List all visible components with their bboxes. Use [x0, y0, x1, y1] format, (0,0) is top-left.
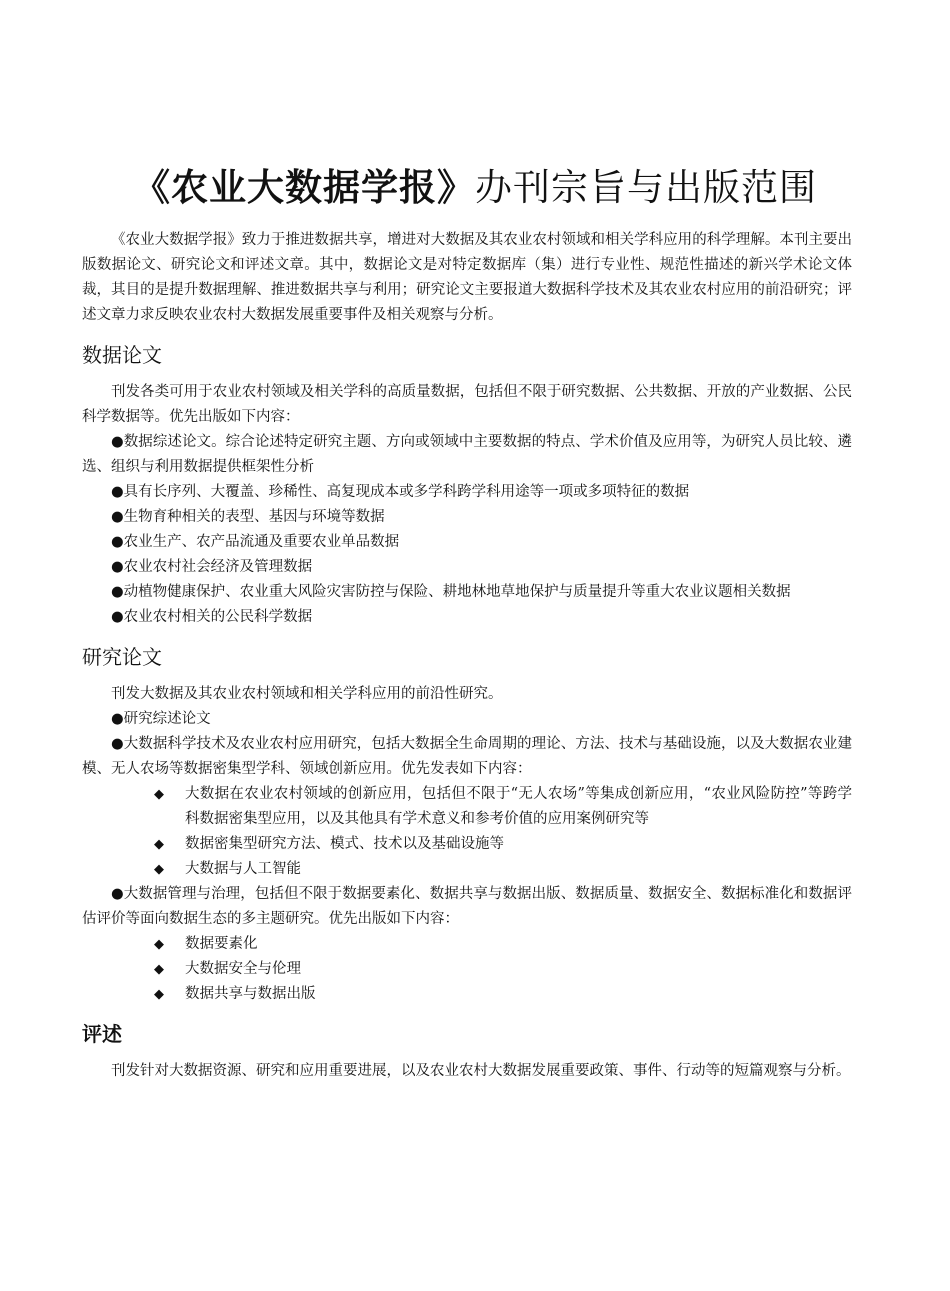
data-papers-bullet: ●农业农村相关的公民科学数据: [111, 609, 313, 625]
title-rest: 办刊宗旨与出版范围: [475, 166, 817, 209]
diamond-bullet-icon: ◆: [154, 862, 164, 877]
sub-list-item-text: 大数据在农业农村领域的创新应用，包括但不限于“无人农场”等集成创新应用，“农业风险防控”等跨学科数据密集型应用，以及其他具有学术意义和参考价值的应用案例研究等: [185, 786, 852, 827]
data-papers-bullet: ●生物育种相关的表型、基因与环境等数据: [111, 509, 385, 525]
sub-list-item-text: 大数据与人工智能: [185, 861, 301, 877]
diamond-bullet-icon: ◆: [154, 962, 164, 977]
intro-paragraph: 《农业大数据学报》致力于推进数据共享，增进对大数据及其农业农村领域和相关学科应用的科学理解。本刊主要出版数据论文、研究论文和评述文章。其中，数据论文是对特定数据库（集）进行专业性、规范性描述的新兴学术论文体裁，其目的是提升数据理解、推进数据共享与利用；研究论文主要报道大数据科学技术及其农业农村应用的前沿研究；评述文章力求反映农业农村大数据发展重要事件及相关观察与分析。: [82, 232, 852, 323]
sub-list-item-text: 大数据安全与伦理: [185, 961, 301, 977]
sub-list-item-text: 数据共享与数据出版: [185, 986, 316, 1002]
data-papers-bullet: ●动植物健康保护、农业重大风险灾害防控与保险、耕地林地草地保护与质量提升等重大农业议题相关数据: [111, 584, 791, 600]
sub-list-item: [82, 857, 852, 882]
reviews-paragraph: 刊发针对大数据资源、研究和应用重要进展，以及农业农村大数据发展重要政策、事件、行动等的短篇观察与分析。: [111, 1063, 851, 1079]
diamond-bullet-icon: ◆: [154, 987, 164, 1002]
diamond-bullet-icon: ◆: [154, 837, 164, 852]
section-heading-research-papers: 研究论文: [82, 645, 162, 669]
research-papers-bullet: ●大数据管理与治理，包括但不限于数据要素化、数据共享与数据出版、数据质量、数据安全、数据标准化和数据评估评价等面向数据生态的多主题研究。优先出版如下内容：: [82, 886, 852, 927]
sub-list-item: [82, 832, 852, 857]
document-body: [82, 228, 852, 1084]
sub-list-item: [82, 982, 852, 1007]
page-title: [0, 163, 950, 213]
sub-list-item-text: 数据要素化: [185, 936, 258, 952]
sub-list-item: [82, 782, 852, 832]
data-papers-bullet: ●农业农村社会经济及管理数据: [111, 559, 313, 575]
title-journal-name: 《农业大数据学报》: [133, 166, 475, 209]
data-papers-bullet: ●具有长序列、大覆盖、珍稀性、高复现成本或多学科跨学科用途等一项或多项特征的数据: [111, 484, 690, 500]
sub-list-item-text: 数据密集型研究方法、模式、技术以及基础设施等: [185, 836, 504, 852]
sub-list-item: [82, 957, 852, 982]
diamond-bullet-icon: ◆: [154, 937, 164, 952]
data-papers-bullet: ●数据综述论文。综合论述特定研究主题、方向或领域中主要数据的特点、学术价值及应用等，为研究人员比较、遴选、组织与利用数据提供框架性分析: [82, 434, 852, 475]
sub-list-item: [82, 932, 852, 957]
diamond-bullet-icon: ◆: [154, 787, 164, 802]
data-papers-intro: 刊发各类可用于农业农村领域及相关学科的高质量数据，包括但不限于研究数据、公共数据、开放的产业数据、公民科学数据等。优先出版如下内容：: [82, 384, 852, 425]
research-papers-intro: 刊发大数据及其农业农村领域和相关学科应用的前沿性研究。: [111, 686, 503, 702]
data-papers-bullet: ●农业生产、农产品流通及重要农业单品数据: [111, 534, 400, 550]
section-heading-reviews: 评述: [82, 1022, 122, 1046]
research-papers-bullet: ●大数据科学技术及农业农村应用研究，包括大数据全生命周期的理论、方法、技术与基础设施，以及大数据农业建模、无人农场等数据密集型学科、领域创新应用。优先发表如下内容：: [82, 736, 852, 777]
research-papers-bullet: ●研究综述论文: [111, 711, 211, 727]
section-heading-data-papers: 数据论文: [82, 343, 162, 367]
